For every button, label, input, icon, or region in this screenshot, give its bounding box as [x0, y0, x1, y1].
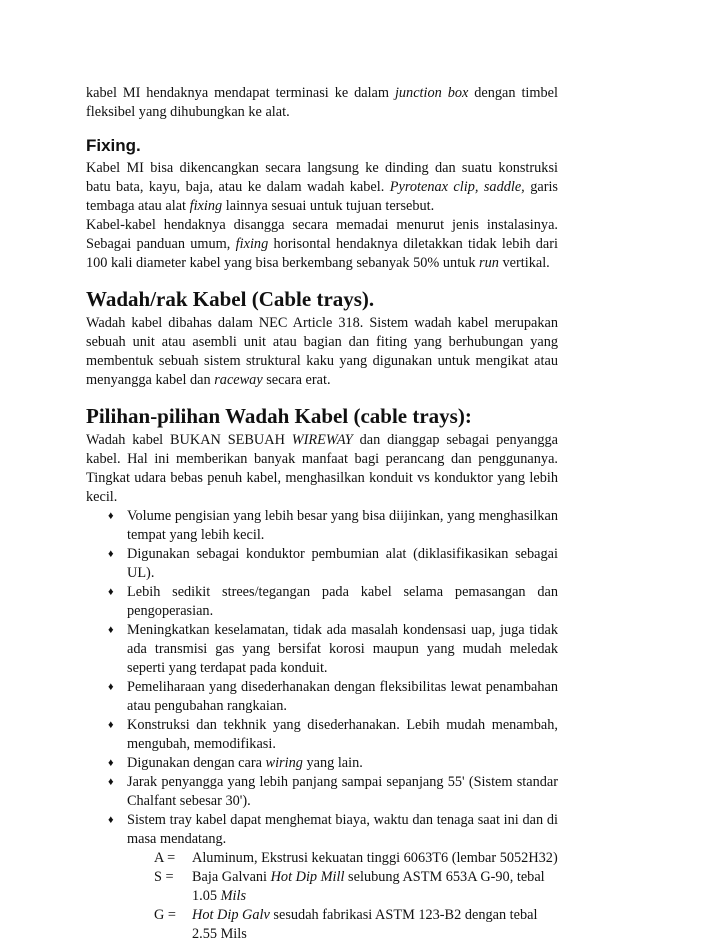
text: Baja Galvani	[192, 869, 271, 885]
continuation-text	[158, 887, 558, 906]
benefits-list	[86, 507, 558, 849]
italic-term: Hot Dip Galv	[192, 907, 270, 923]
material-item-s	[86, 868, 558, 906]
list-item	[86, 678, 558, 716]
fixing-heading: Fixing.	[86, 136, 141, 155]
text: Volume pengisian yang lebih besar yang bisa diijinkan, yang menghasilkan tempat yang lebih kecil.	[127, 508, 558, 543]
italic-term: run	[479, 255, 499, 271]
pilihan-paragraph	[86, 431, 558, 507]
text: lainnya sesuai untuk tujuan tersebut.	[222, 198, 435, 214]
wadah-paragraph	[86, 314, 558, 390]
material-item-g	[86, 906, 558, 944]
text: garis tembaga atau alat	[86, 179, 558, 214]
text: Konstruksi dan tekhnik yang disederhanakan. Lebih mudah menambah, mengubah, memodifikasi.	[127, 717, 558, 752]
diamond-bullet-icon: ♦	[108, 776, 114, 788]
fixing-paragraph-2	[86, 216, 558, 273]
text: Aluminum, Ekstrusi kekuatan tinggi 6063T6 (lembar 5052H32)	[192, 850, 558, 866]
diamond-bullet-icon: ♦	[108, 624, 114, 636]
text: secara erat.	[262, 372, 331, 388]
list-item	[86, 545, 558, 583]
italic-term: raceway	[214, 372, 263, 388]
document-page	[86, 84, 558, 944]
italic-term: Hot Dip Mill	[270, 869, 345, 885]
text: kabel MI hendaknya mendapat terminasi ke dalam	[86, 85, 395, 101]
pilihan-heading: Pilihan-pilihan Wadah Kabel (cable trays):	[86, 404, 472, 428]
material-code: G =	[154, 907, 176, 923]
list-item	[86, 716, 558, 754]
italic-term: fixing	[235, 236, 269, 252]
text: Lebih sedikit strees/tegangan pada kabel selama pemasangan dan pengoperasian.	[127, 584, 558, 619]
list-item	[86, 583, 558, 621]
text: dan dianggap sebagai penyangga kabel. Hal ini memberikan banyak manfaat bagi perancang dan penggunanya. Tingkat udara bebas penuh kabel, menghasilkan konduit vs konduktor yang lebih kecil.	[86, 432, 558, 505]
italic-term: Pyrotenax clip, saddle,	[389, 179, 525, 195]
text	[158, 868, 558, 887]
text: Pemeliharaan yang disederhanakan dengan fleksibilitas lewat penambahan atau pengubahan rangkaian.	[127, 679, 558, 714]
wadah-heading: Wadah/rak Kabel (Cable trays).	[86, 287, 375, 311]
italic-term: fixing	[189, 198, 223, 214]
text: vertikal.	[498, 255, 550, 271]
text: selubung ASTM 653A G-90, tebal	[344, 869, 545, 885]
diamond-bullet-icon: ♦	[108, 719, 114, 731]
material-item-a	[86, 849, 558, 868]
diamond-bullet-icon: ♦	[108, 814, 114, 826]
text: horisontal hendaknya diletakkan tidak lebih dari 100 kali diameter kabel yang bisa berkembang sebanyak 50% untuk	[86, 236, 558, 271]
text: dengan timbel fleksibel yang dihubungkan ke alat.	[86, 85, 558, 120]
italic-term: Mils	[220, 888, 247, 904]
text: Meningkatkan keselamatan, tidak ada masalah kondensasi uap, juga tidak ada transmisi gas yang bersifat korosi maupun yang mudah meledak seperti yang terdapat pada konduit.	[127, 622, 558, 676]
diamond-bullet-icon: ♦	[108, 548, 114, 560]
list-item	[86, 773, 558, 811]
italic-term: WIREWAY	[291, 432, 353, 448]
diamond-bullet-icon: ♦	[108, 586, 114, 598]
text: Wadah kabel dibahas dalam NEC Article 318. Sistem wadah kabel merupakan sebuah unit atau asembli unit atau bagian dan fiting yang berhubungan yang membentuk sebuah sistem struktural kaku yang digunakan untuk mengikat atau menyangga kabel dan	[86, 315, 558, 388]
list-item	[86, 507, 558, 545]
text: Kabel MI bisa dikencangkan secara langsung ke dinding dan suatu konstruksi batu bata, kayu, baja, atau ke dalam wadah kabel.	[86, 160, 558, 195]
continuation-text: 2.55 Mils	[192, 926, 247, 942]
diamond-bullet-icon: ♦	[108, 681, 114, 693]
diamond-bullet-icon: ♦	[108, 757, 114, 769]
text: Jarak penyangga yang lebih panjang sampai sepanjang 55' (Sistem standar Chalfant sebesar 30').	[127, 774, 558, 809]
list-item	[86, 621, 558, 678]
material-code: A =	[154, 850, 176, 866]
italic-term: wiring	[265, 755, 303, 771]
text: Digunakan sebagai konduktor pembumian alat (diklasifikasikan sebagai UL).	[127, 546, 558, 581]
fixing-paragraph-1	[86, 159, 558, 216]
diamond-bullet-icon: ♦	[108, 510, 114, 522]
text: Digunakan dengan cara	[127, 755, 266, 771]
text: 1.05	[192, 888, 221, 904]
text: Wadah kabel BUKAN SEBUAH	[86, 432, 292, 448]
text: sesudah fabrikasi ASTM 123-B2 dengan tebal	[269, 907, 538, 923]
italic-term: junction box	[394, 85, 469, 101]
list-item	[86, 754, 558, 773]
text	[158, 906, 558, 925]
list-item	[86, 811, 558, 849]
text: Sistem tray kabel dapat menghemat biaya, waktu dan tenaga saat ini dan di masa mendatang.	[127, 812, 558, 847]
intro-paragraph	[86, 84, 558, 122]
text: Kabel-kabel hendaknya disangga secara memadai menurut jenis instalasinya. Sebagai panduan umum,	[86, 217, 558, 252]
text: yang lain.	[302, 755, 363, 771]
material-code: S =	[154, 869, 174, 885]
